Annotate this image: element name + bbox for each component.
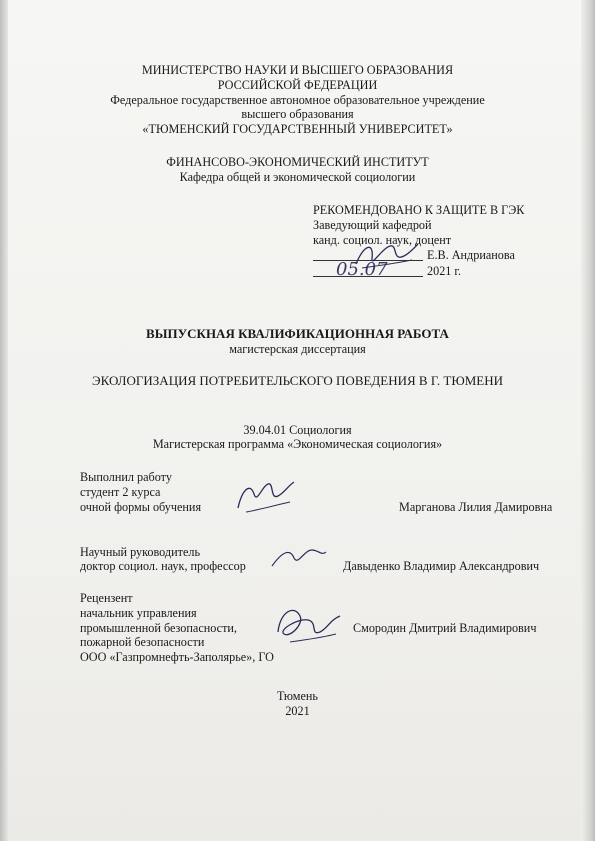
supervisor-label-1: Научный руководитель (80, 545, 201, 559)
reviewer-label-4: пожарной безопасности (80, 635, 205, 649)
author-label-1: Выполнил работу (80, 470, 172, 484)
department-name: Кафедра общей и экономической социологии (179, 170, 416, 184)
reviewer-label-2: начальник управления (80, 606, 197, 620)
author-name: Марганова Лилия Дамировна (399, 500, 553, 514)
work-topic: ЭКОЛОГИЗАЦИЯ ПОТРЕБИТЕЛЬСКОГО ПОВЕДЕНИЯ В Г. ТЮМЕНИ (92, 373, 503, 388)
university-name: «ТЮМЕНСКИЙ ГОСУДАРСТВЕННЫЙ УНИВЕРСИТЕТ» (142, 122, 453, 136)
author-label-3: очной формы обучения (80, 500, 202, 514)
reviewer-label-3: промышленной безопасности, (80, 621, 237, 635)
ministry-line-1: МИНИСТЕРСТВО НАУКИ И ВЫСШЕГО ОБРАЗОВАНИЯ (141, 63, 454, 77)
city: Тюмень (277, 689, 318, 703)
work-type: ВЫПУСКНАЯ КВАЛИФИКАЦИОННАЯ РАБОТА (146, 326, 449, 341)
supervisor-signature-icon (268, 540, 330, 574)
year: 2021 (285, 704, 310, 718)
reviewer-signature-icon (270, 598, 346, 650)
supervisor-name: Давыденко Владимир Александрович (343, 559, 540, 573)
institution-line-2: высшего образования (241, 107, 354, 121)
approval-date-handwritten: 05.07 (336, 259, 388, 280)
reviewer-label-5: ООО «Газпромнефть-Заполярье», ГО (80, 650, 274, 664)
ministry-line-2: РОССИЙСКОЙ ФЕДЕРАЦИИ (217, 78, 378, 92)
master-program: Магистерская программа «Экономическая социология» (152, 437, 443, 451)
head-signature-icon (352, 238, 420, 272)
work-subtype: магистерская диссертация (229, 342, 366, 356)
reviewer-label-1: Рецензент (80, 591, 133, 605)
reviewer-name: Смородин Дмитрий Владимирович (353, 621, 537, 635)
approval-degree: канд. социол. наук, доцент (313, 233, 452, 247)
approval-year: 2021 г. (427, 264, 462, 278)
institute-name: ФИНАНСОВО-ЭКОНОМИЧЕСКИЙ ИНСТИТУТ (166, 155, 429, 169)
author-signature-icon (232, 472, 298, 518)
approval-name: Е.В. Андрианова (427, 248, 515, 262)
specialty-code: 39.04.01 Социология (243, 423, 352, 437)
institution-line-1: Федеральное государственное автономное образовательное учреждение (110, 93, 485, 107)
approval-head: Заведующий кафедрой (313, 218, 432, 232)
approval-title: РЕКОМЕНДОВАНО К ЗАЩИТЕ В ГЭК (313, 203, 525, 217)
supervisor-label-2: доктор социол. наук, профессор (80, 559, 246, 573)
author-label-2: студент 2 курса (80, 485, 161, 499)
